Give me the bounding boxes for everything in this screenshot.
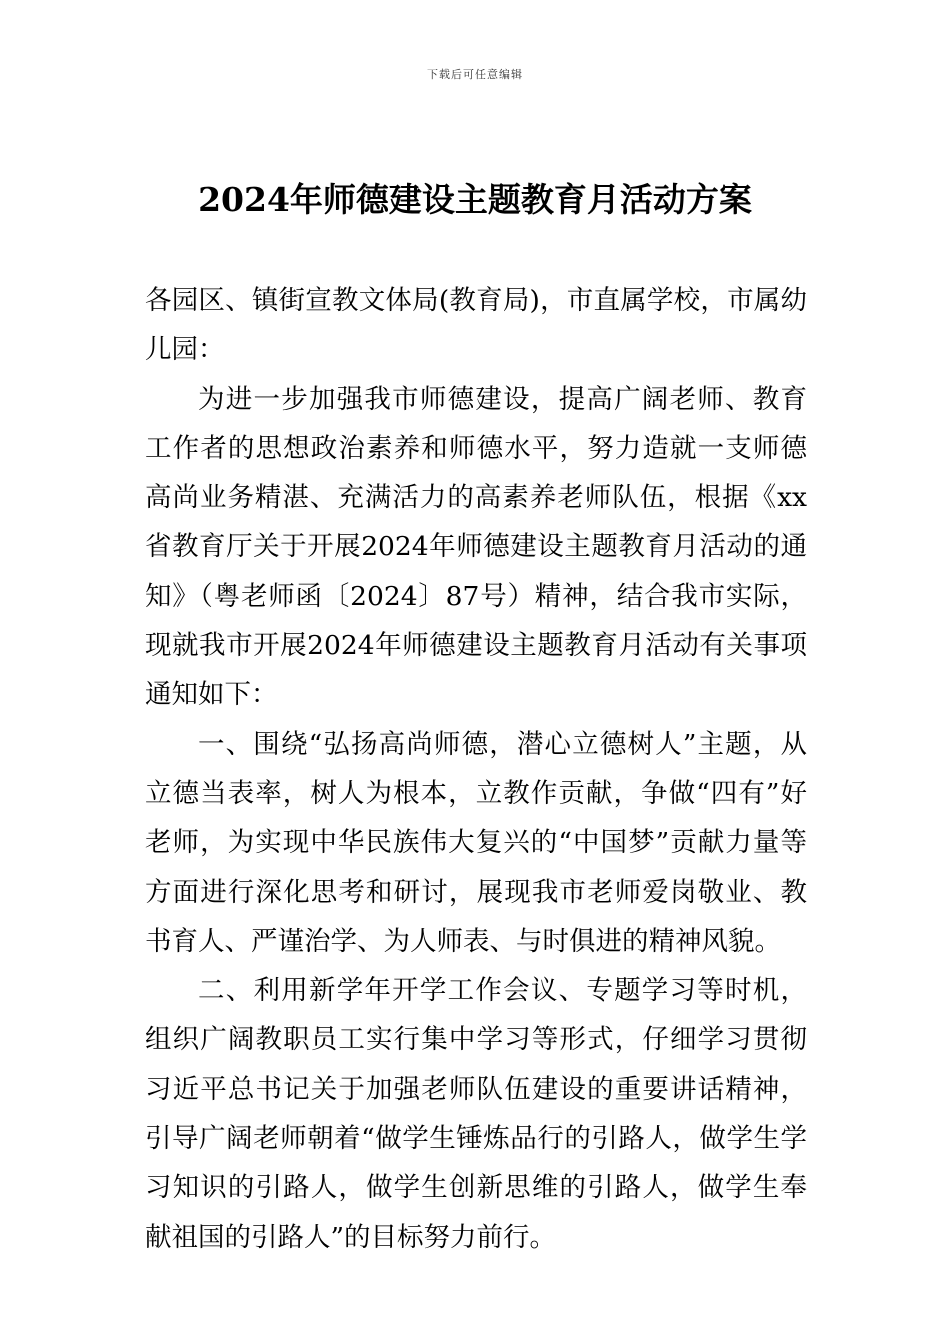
paragraph-item-2: 二、利用新学年开学工作会议、专题学习等时机，组织广阔教职员工实行集中学习等形式，仔细学习贯彻习近平总书记关于加强老师队伍建设的重要讲话精神，引导广阔老师朝着“做学生锤炼品行的引路人，做学生学习知识的引路人，做学生创新思维的引路人，做学生奉献祖国的引路人”的目标努力前行。 xyxy=(145,975,807,1253)
header-note: 下载后可任意编辑 xyxy=(427,68,523,81)
document-title: 2024年师德建设主题教育月活动方案 xyxy=(198,180,752,219)
paragraph-intro: 为进一步加强我市师德建设，提高广阔老师、教育工作者的思想政治素养和师德水平，努力造就一支师德高尚业务精湛、充满活力的高素养老师队伍，根据《xx省教育厅关于开展2024年师德建设主题教育月活动的通知》（粤老师函〔2024〕87号）精神，结合我市实际，现就我市开展2024年师德建设主题教育月活动有关事项通知如下： xyxy=(145,383,807,711)
salutation: 各园区、镇街宣教文体局(教育局)，市直属学校，市属幼儿园： xyxy=(145,285,807,366)
paragraph-item-1: 一、围绕“弘扬高尚师德，潜心立德树人”主题，从立德当表率，树人为根本，立教作贡献，争做“四有”好老师，为实现中华民族伟大复兴的“中国梦”贡献力量等方面进行深化思考和研讨，展现我市老师爱岗敬业、教书育人、严谨治学、为人师表、与时俱进的精神风貌。 xyxy=(145,728,807,957)
document-body xyxy=(145,276,807,1262)
